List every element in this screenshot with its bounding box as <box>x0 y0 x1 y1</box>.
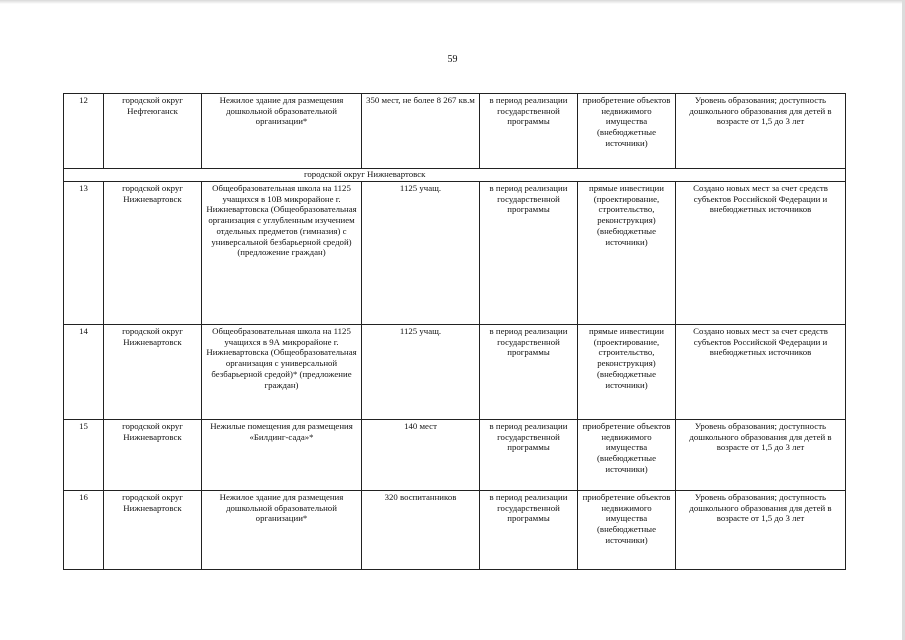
object-cell: Нежилые помещения для размещения «Билдинг-сада»* <box>202 420 362 491</box>
method-cell: приобретение объектов недвижимого имущества (внебюджетные источники) <box>578 420 676 491</box>
period-cell: в период реализации государственной программы <box>480 94 578 169</box>
district-cell: городской округ Нижневартовск <box>104 491 202 570</box>
method-cell: прямые инвестиции (проектирование, строительство, реконструкция) (внебюджетные источники) <box>578 325 676 420</box>
table-row <box>64 325 846 420</box>
object-cell: Общеобразовательная школа на 1125 учащихся в 9А микрорайоне г. Нижневартовска (Общеобразовательная организация с универсальной безбарьерной средой)* (предложение граждан) <box>202 325 362 420</box>
district-cell: городской округ Нефтеюганск <box>104 94 202 169</box>
capacity-cell: 140 мест <box>362 420 480 491</box>
scan-edge-top <box>0 0 905 4</box>
row-number: 13 <box>64 182 104 325</box>
object-cell: Общеобразовательная школа на 1125 учащихся в 10В микрорайоне г. Нижневартовска (Общеобразовательная организация с углубленным изучением отдельных предметов (гимназия) с универсальной безбарьерной средой) (предложение граждан) <box>202 182 362 325</box>
table-row <box>64 94 846 169</box>
period-cell: в период реализации государственной программы <box>480 325 578 420</box>
section-header: городской округ Нижневартовск <box>64 169 846 182</box>
table-row <box>64 491 846 570</box>
row-number: 12 <box>64 94 104 169</box>
row-number: 16 <box>64 491 104 570</box>
object-cell: Нежилое здание для размещения дошкольной образовательной организации* <box>202 491 362 570</box>
period-cell: в период реализации государственной программы <box>480 182 578 325</box>
capacity-cell: 350 мест, не более 8 267 кв.м <box>362 94 480 169</box>
table-row <box>64 420 846 491</box>
district-cell: городской округ Нижневартовск <box>104 182 202 325</box>
district-cell: городской округ Нижневартовск <box>104 325 202 420</box>
table-row <box>64 182 846 325</box>
period-cell: в период реализации государственной программы <box>480 420 578 491</box>
district-cell: городской округ Нижневартовск <box>104 420 202 491</box>
result-cell: Уровень образования; доступность дошкольного образования для детей в возрасте от 1,5 до 3 лет <box>676 94 846 169</box>
method-cell: прямые инвестиции (проектирование, строительство, реконструкция) (внебюджетные источники) <box>578 182 676 325</box>
object-cell: Нежилое здание для размещения дошкольной образовательной организации* <box>202 94 362 169</box>
result-cell: Уровень образования; доступность дошкольного образования для детей в возрасте от 1,5 до 3 лет <box>676 420 846 491</box>
result-cell: Создано новых мест за счет средств субъектов Российской Федерации и внебюджетных источников <box>676 325 846 420</box>
method-cell: приобретение объектов недвижимого имущества (внебюджетные источники) <box>578 491 676 570</box>
page-number: 59 <box>447 54 458 65</box>
result-cell: Создано новых мест за счет средств субъектов Российской Федерации и внебюджетных источников <box>676 182 846 325</box>
method-cell: приобретение объектов недвижимого имущества (внебюджетные источники) <box>578 94 676 169</box>
capacity-cell: 1125 учащ. <box>362 325 480 420</box>
period-cell: в период реализации государственной программы <box>480 491 578 570</box>
row-number: 14 <box>64 325 104 420</box>
section-header-row <box>64 169 846 182</box>
investment-objects-table <box>63 93 846 570</box>
row-number: 15 <box>64 420 104 491</box>
capacity-cell: 1125 учащ. <box>362 182 480 325</box>
capacity-cell: 320 воспитанников <box>362 491 480 570</box>
result-cell: Уровень образования; доступность дошкольного образования для детей в возрасте от 1,5 до 3 лет <box>676 491 846 570</box>
